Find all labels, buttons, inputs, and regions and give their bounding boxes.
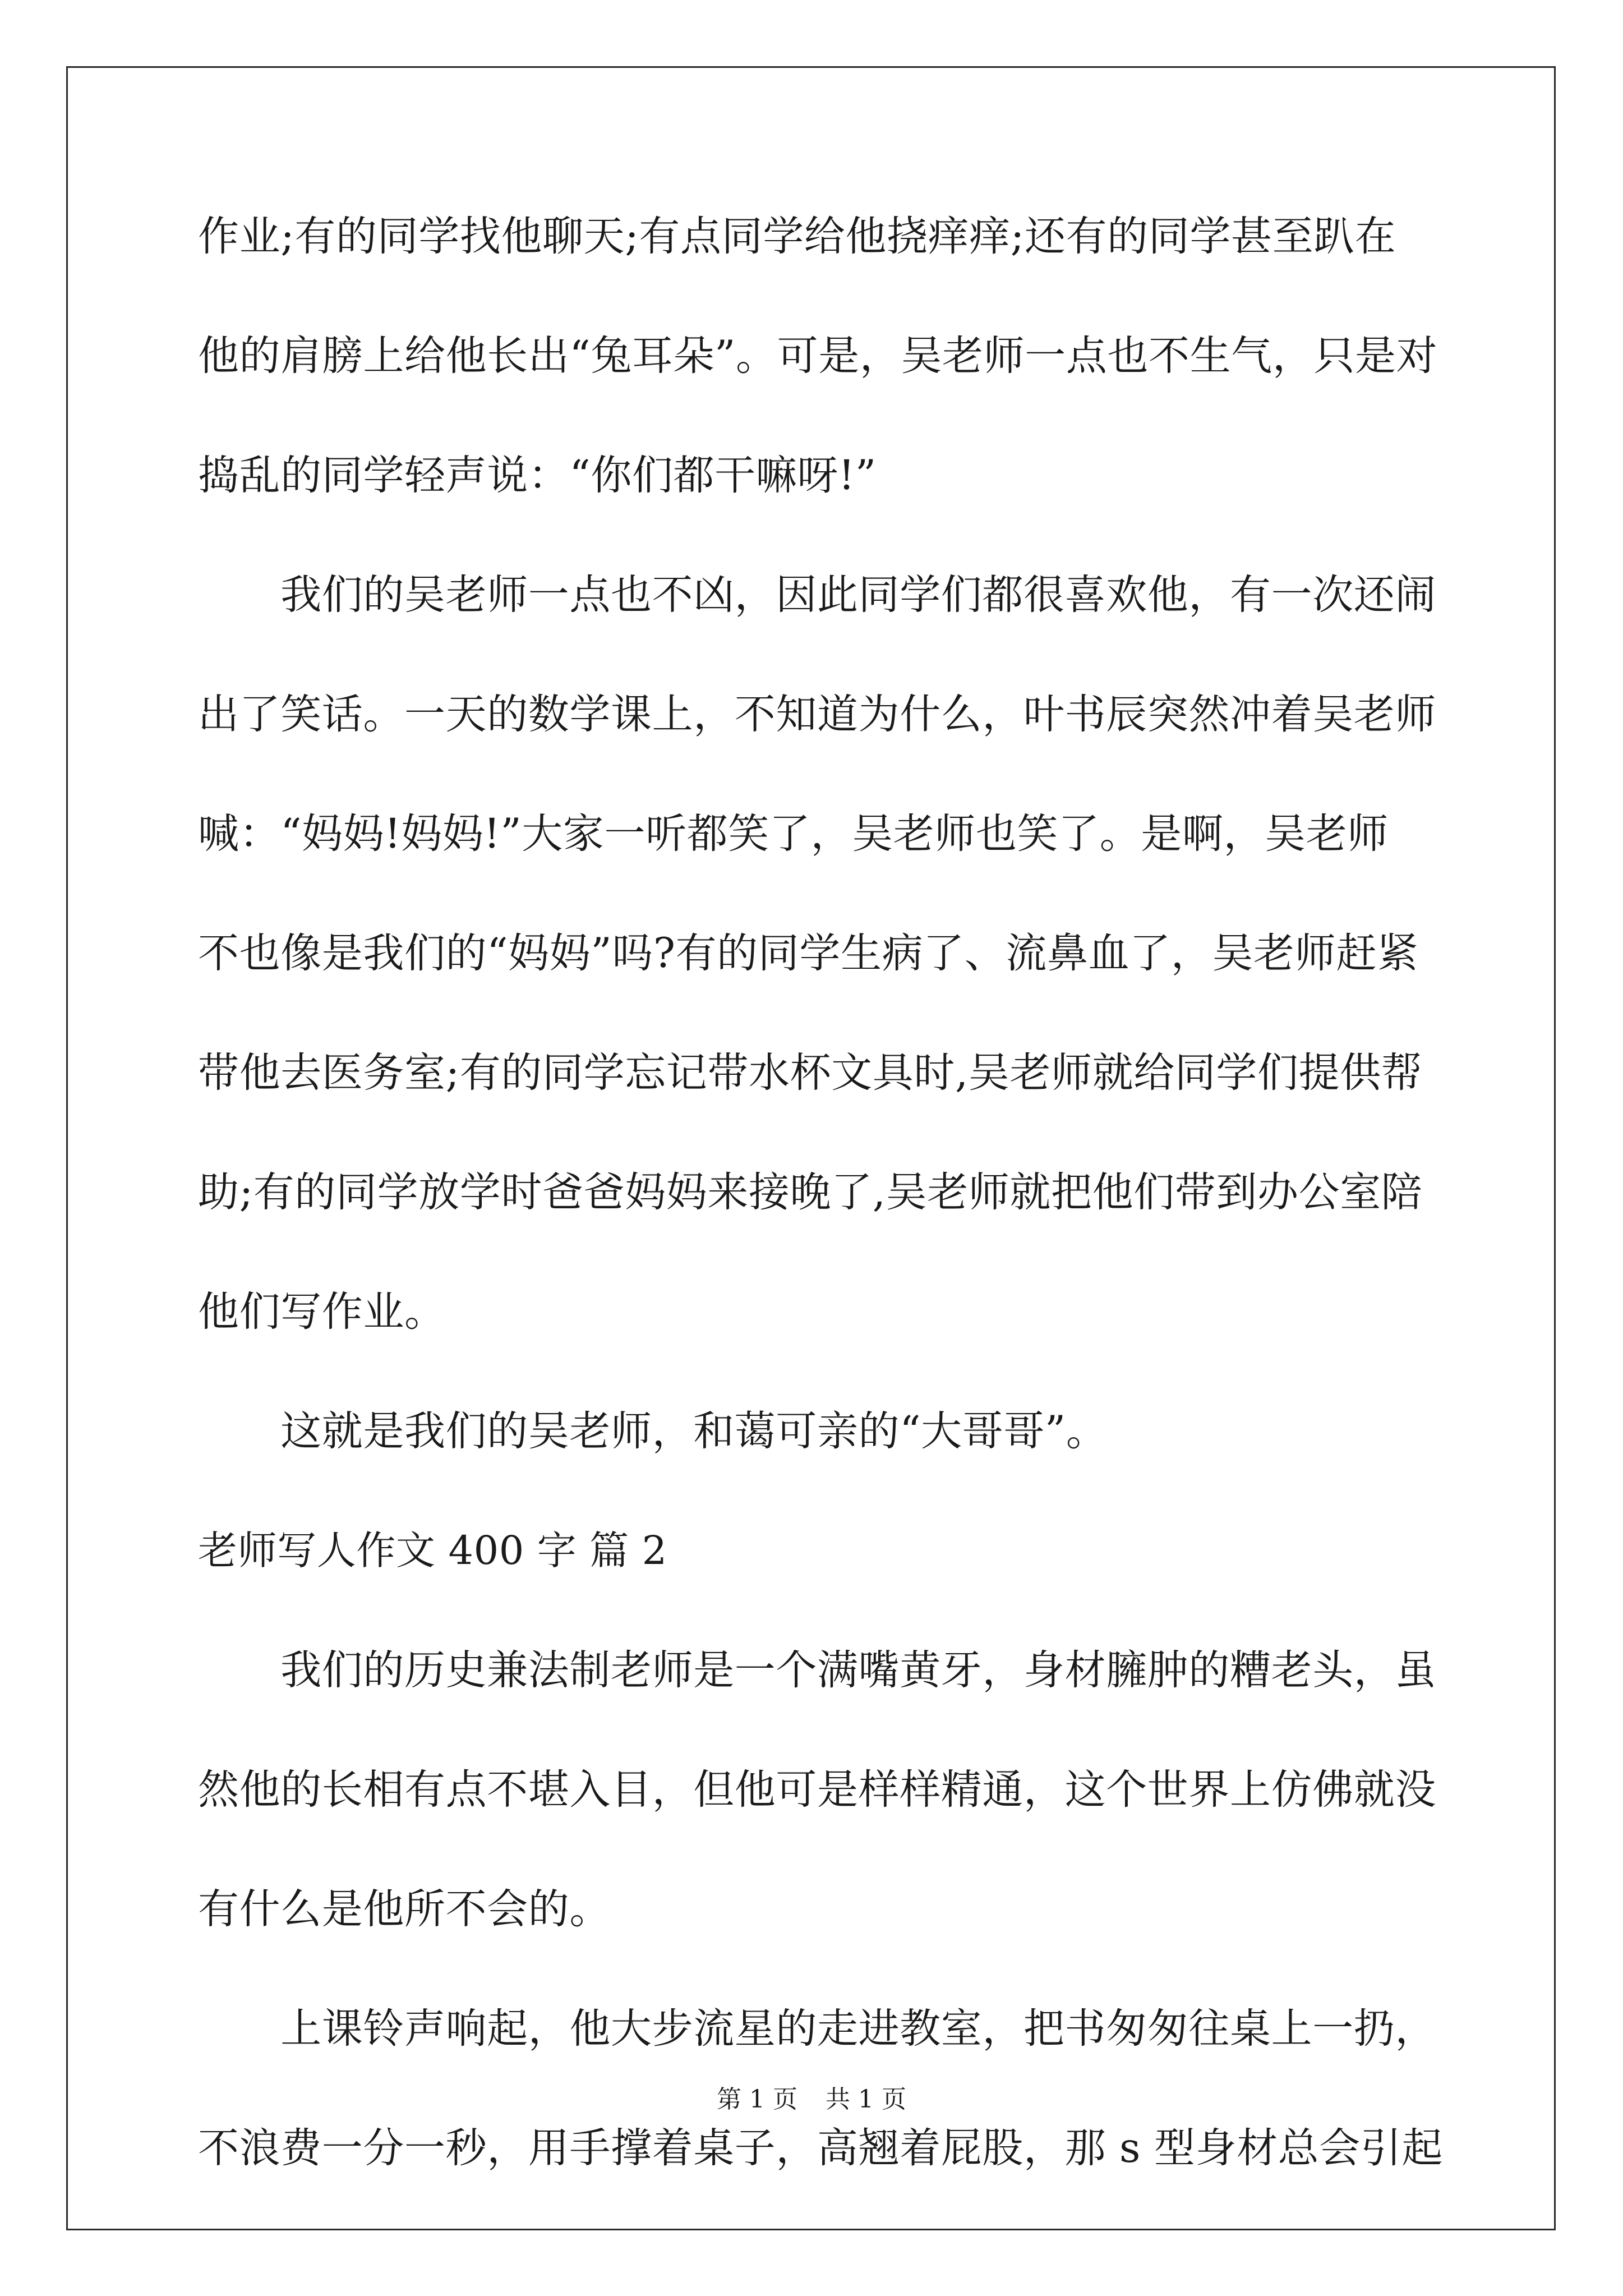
- text-line: 他们写作业。: [198, 1288, 446, 1336]
- text-line: 喊：“妈妈!妈妈!”大家一听都笑了，吴老师也笑了。是啊，吴老师: [198, 810, 1389, 858]
- paragraph-start: 我们的历史兼法制老师是一个满嘴黄牙，身材臃肿的糟老头，虽: [198, 1646, 1436, 1694]
- text-line: 然他的长相有点不堪入目，但他可是样样精通，这个世界上仿佛就没: [198, 1766, 1436, 1814]
- text-line: 捣乱的同学轻声说：“你们都干嘛呀!”: [198, 452, 877, 499]
- text-line: 带他去医务室;有的同学忘记带水杯文具时,吴老师就给同学们提供帮: [198, 1049, 1423, 1097]
- page-footer: [0, 2086, 1623, 2114]
- paragraph-start: 我们的吴老师一点也不凶，因此同学们都很喜欢他，有一次还闹: [198, 571, 1436, 619]
- document-body: [198, 213, 1444, 2172]
- text-line: 不也像是我们的“妈妈”吗?有的同学生病了、流鼻血了，吴老师赶紧: [198, 930, 1419, 977]
- text-line: 助;有的同学放学时爸爸妈妈来接晚了,吴老师就把他们带到办公室陪: [198, 1168, 1423, 1216]
- paragraph-start: 上课铃声响起，他大步流星的走进教室，把书匆匆往桌上一扔，: [198, 2005, 1436, 2053]
- text-line: 不浪费一分一秒，用手撑着桌子，高翘着屁股，那 s 型身材总会引起: [198, 2124, 1444, 2172]
- text-line: 有什么是他所不会的。: [198, 1885, 611, 1933]
- paragraph-start: 这就是我们的吴老师，和蔼可亲的“大哥哥”。: [198, 1407, 1108, 1455]
- section-heading: 老师写人作文 400 字 篇 2: [198, 1527, 667, 1573]
- page-total: 共 1 页: [826, 2085, 906, 2114]
- text-line: 出了笑话。一天的数学课上，不知道为什么，叶书辰突然冲着吴老师: [198, 691, 1436, 738]
- page-number: 第 1 页: [717, 2085, 797, 2114]
- text-line: 他的肩膀上给他长出“兔耳朵”。可是，吴老师一点也不生气，只是对: [198, 332, 1438, 380]
- text-line: 作业;有的同学找他聊天;有点同学给他挠痒痒;还有的同学甚至趴在: [198, 213, 1396, 260]
